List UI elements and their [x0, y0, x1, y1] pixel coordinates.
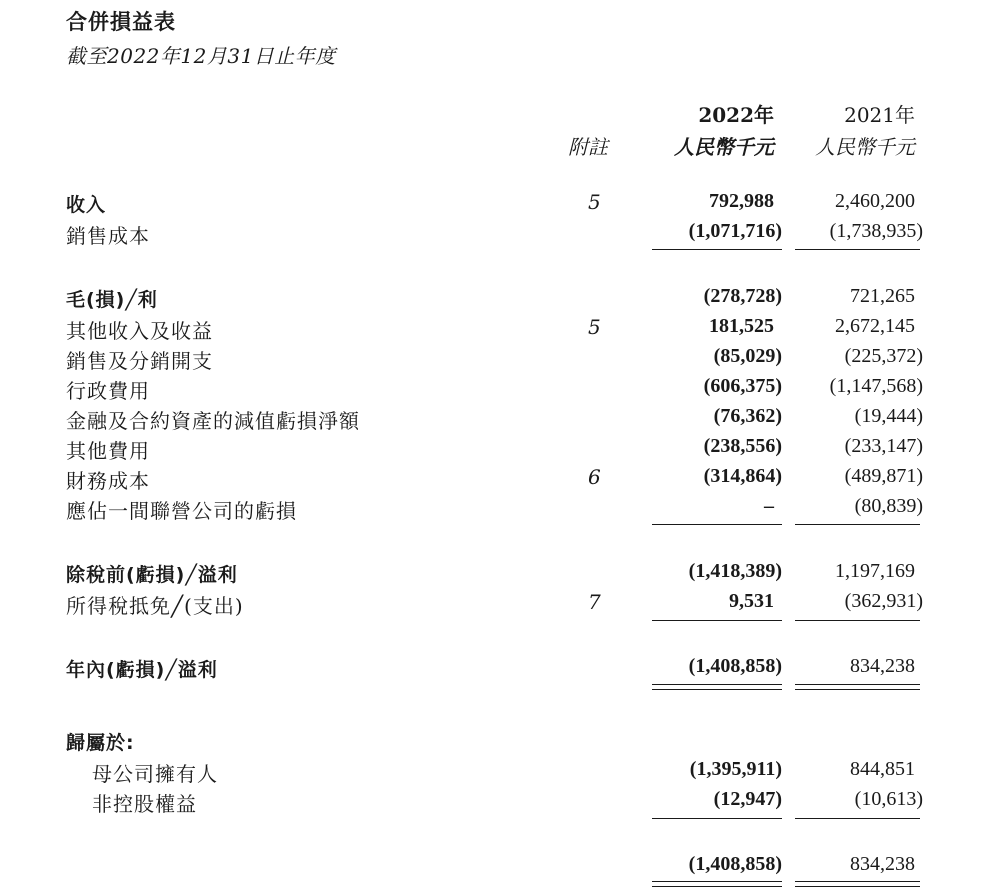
value-2022: (1,418,389): [688, 560, 782, 582]
value-2021: 844,851: [850, 758, 915, 780]
value-2021: 834,238: [850, 853, 915, 875]
row-label: 銷售及分銷開支: [66, 349, 213, 373]
row-associate-loss: [0, 495, 985, 525]
value-2022: (314,864): [703, 465, 782, 487]
value-2022: (1,071,716): [688, 220, 782, 242]
row-note: 7: [588, 590, 601, 614]
row-other-expenses: [0, 435, 985, 465]
row-label: 除稅前(虧損)╱溢利: [66, 564, 238, 586]
row-owners-of-parent: [0, 758, 985, 788]
subtotal-rule: [795, 524, 920, 525]
total-double-rule: [795, 881, 920, 887]
row-cost-of-sales: [0, 220, 985, 250]
value-2022: (12,947): [713, 788, 782, 810]
row-label: 金融及合約資產的減值虧損淨額: [66, 409, 360, 433]
row-label: 行政費用: [66, 379, 150, 403]
row-other-income: [0, 315, 985, 345]
row-label: 收入: [66, 194, 107, 216]
header-year-2021: 2021年: [844, 103, 915, 127]
value-2021: 834,238: [850, 655, 915, 677]
header-currency-2022: 人民幣千元: [674, 135, 774, 159]
value-2022: (1,395,911): [689, 758, 782, 780]
row-note: 6: [588, 465, 601, 489]
value-2022: 181,525: [709, 315, 774, 337]
subtotal-rule: [795, 249, 920, 250]
value-2021: 2,460,200: [835, 190, 915, 212]
row-attributable-total: [0, 853, 985, 883]
row-label: 年內(虧損)╱溢利: [66, 659, 218, 681]
value-2022: (76,362): [713, 405, 782, 427]
value-2021: (19,444): [854, 405, 923, 427]
value-2021: 1,197,169: [835, 560, 915, 582]
row-impairment-losses: [0, 405, 985, 435]
subtotal-rule: [652, 524, 782, 525]
header-year-2022: 2022年: [698, 103, 774, 127]
row-label: 毛(損)╱利: [66, 289, 158, 311]
value-2021: (233,147): [844, 435, 923, 457]
value-2022: (1,408,858): [688, 853, 782, 875]
row-attributable-to: [0, 728, 985, 758]
statement-title: 合併損益表: [66, 10, 176, 34]
header-currency-2021: 人民幣千元: [815, 135, 915, 159]
row-label: 銷售成本: [66, 224, 150, 248]
value-2022: (606,375): [703, 375, 782, 397]
subtotal-rule: [652, 249, 782, 250]
value-2022: 9,531: [729, 590, 774, 612]
row-admin-expenses: [0, 375, 985, 405]
value-2022: (238,556): [703, 435, 782, 457]
value-2021: (362,931): [844, 590, 923, 612]
value-2021: (1,738,935): [829, 220, 923, 242]
row-label: 歸屬於:: [66, 732, 135, 754]
row-profit-before-tax: [0, 560, 985, 590]
row-note: 5: [588, 315, 601, 339]
row-label: 應佔一間聯營公司的虧損: [66, 499, 297, 523]
value-2022: 792,988: [709, 190, 774, 212]
row-gross-profit: [0, 285, 985, 315]
row-revenue: [0, 190, 985, 220]
subtotal-rule: [795, 620, 920, 621]
total-double-rule: [795, 684, 920, 690]
statement-period: 截至2022年12月31日止年度: [66, 44, 336, 68]
row-label: 財務成本: [66, 469, 150, 493]
row-label: 其他費用: [66, 439, 150, 463]
header-notes: 附註: [568, 135, 608, 159]
row-note: 5: [588, 190, 601, 214]
value-2022: (85,029): [713, 345, 782, 367]
row-income-tax: [0, 590, 985, 620]
total-double-rule: [652, 881, 782, 887]
subtotal-rule: [795, 818, 920, 819]
value-2021: (225,372): [844, 345, 923, 367]
value-2022: (1,408,858): [688, 655, 782, 677]
subtotal-rule: [652, 620, 782, 621]
value-2021: 721,265: [850, 285, 915, 307]
row-profit-for-year: [0, 655, 985, 685]
value-2021: (489,871): [844, 465, 923, 487]
value-2021: 2,672,145: [835, 315, 915, 337]
row-selling-expenses: [0, 345, 985, 375]
subtotal-rule: [652, 818, 782, 819]
value-2021: (1,147,568): [829, 375, 923, 397]
row-label: 所得稅抵免╱(支出): [66, 594, 244, 618]
row-label: 非控股權益: [92, 792, 197, 816]
row-label: 母公司擁有人: [92, 762, 218, 786]
row-non-controlling-interests: [0, 788, 985, 818]
value-2021: (10,613): [854, 788, 923, 810]
value-2022: –: [764, 495, 774, 517]
row-finance-costs: [0, 465, 985, 495]
value-2021: (80,839): [854, 495, 923, 517]
row-label: 其他收入及收益: [66, 319, 213, 343]
total-double-rule: [652, 684, 782, 690]
value-2022: (278,728): [703, 285, 782, 307]
